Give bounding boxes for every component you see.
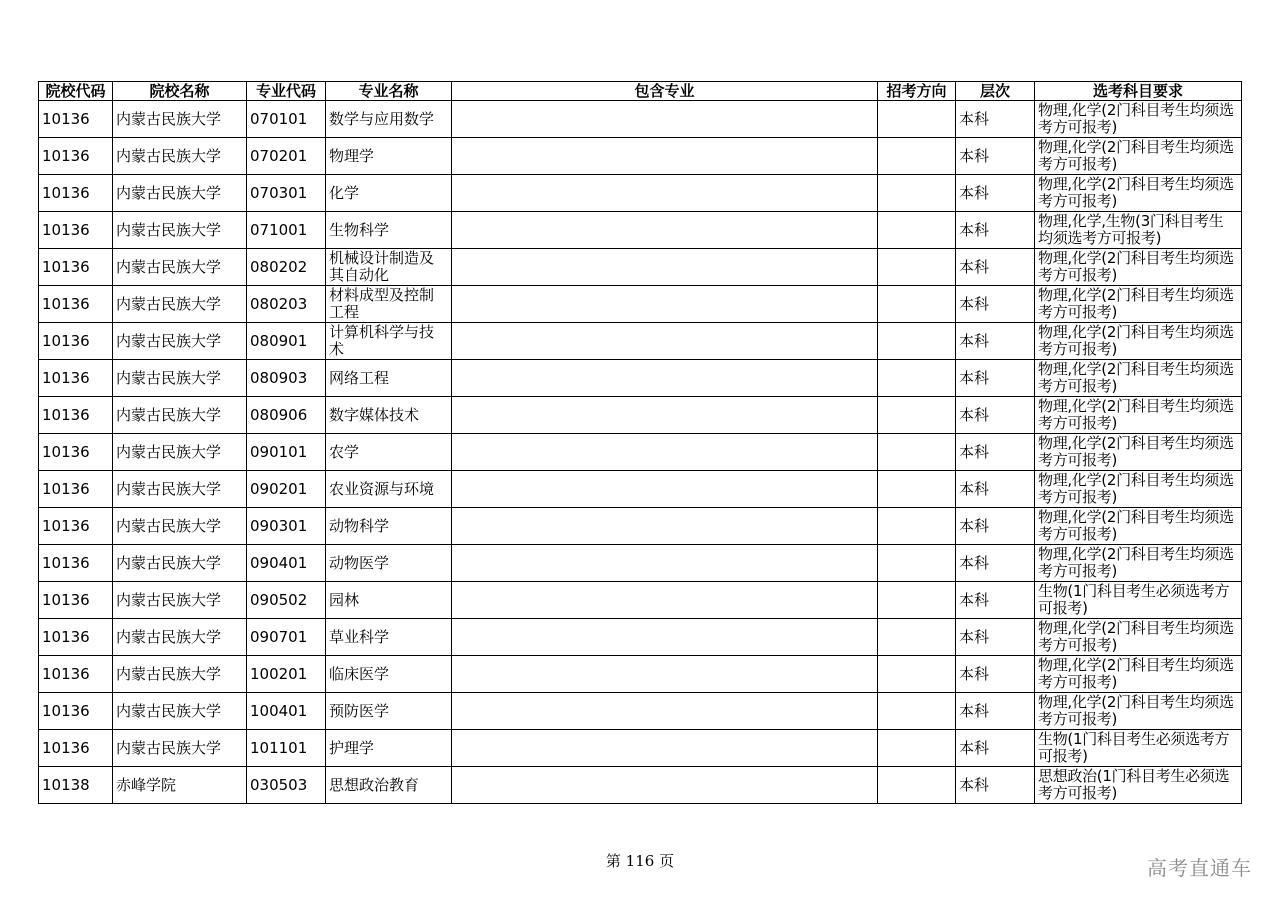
major-name-cell: 动物科学: [326, 508, 452, 545]
table-row: [39, 471, 1242, 508]
major-code-cell: 080903: [247, 360, 326, 397]
level-cell: 本科: [956, 101, 1035, 138]
header-subject-requirement: 选考科目要求: [1035, 82, 1242, 101]
major-code-cell: 080202: [247, 249, 326, 286]
major-name-cell: 物理学: [326, 138, 452, 175]
table-row: [39, 249, 1242, 286]
level-cell: 本科: [956, 656, 1035, 693]
subject-requirement-cell: 物理,化学(2门科目考生均须选考方可报考): [1035, 545, 1242, 582]
subject-requirement-cell: 物理,化学(2门科目考生均须选考方可报考): [1035, 471, 1242, 508]
subject-requirement-cell: 物理,化学(2门科目考生均须选考方可报考): [1035, 693, 1242, 730]
school-code-cell: 10136: [39, 656, 113, 693]
level-cell: 本科: [956, 249, 1035, 286]
included-majors-cell: [452, 582, 878, 619]
direction-cell: [878, 693, 956, 730]
direction-cell: [878, 508, 956, 545]
included-majors-cell: [452, 212, 878, 249]
major-code-cell: 070101: [247, 101, 326, 138]
school-name-cell: 赤峰学院: [113, 767, 247, 804]
table-header-row: [39, 82, 1242, 101]
subject-requirement-cell: 物理,化学(2门科目考生均须选考方可报考): [1035, 360, 1242, 397]
subject-requirement-cell: 物理,化学(2门科目考生均须选考方可报考): [1035, 175, 1242, 212]
subject-requirement-table: [38, 81, 1242, 804]
school-name-cell: 内蒙古民族大学: [113, 434, 247, 471]
school-name-cell: 内蒙古民族大学: [113, 471, 247, 508]
level-cell: 本科: [956, 286, 1035, 323]
level-cell: 本科: [956, 545, 1035, 582]
major-code-cell: 090301: [247, 508, 326, 545]
major-name-cell: 农学: [326, 434, 452, 471]
school-code-cell: 10136: [39, 249, 113, 286]
major-code-cell: 090701: [247, 619, 326, 656]
header-major-name: 专业名称: [326, 82, 452, 101]
level-cell: 本科: [956, 360, 1035, 397]
school-name-cell: 内蒙古民族大学: [113, 138, 247, 175]
level-cell: 本科: [956, 730, 1035, 767]
subject-requirement-cell: 物理,化学(2门科目考生均须选考方可报考): [1035, 508, 1242, 545]
major-name-cell: 护理学: [326, 730, 452, 767]
subject-requirement-cell: 物理,化学(2门科目考生均须选考方可报考): [1035, 397, 1242, 434]
table-row: [39, 767, 1242, 804]
major-name-cell: 计算机科学与技术: [326, 323, 452, 360]
watermark-text: 高考直通车: [1147, 856, 1252, 880]
included-majors-cell: [452, 323, 878, 360]
table-row: [39, 656, 1242, 693]
school-code-cell: 10136: [39, 582, 113, 619]
table-row: [39, 693, 1242, 730]
level-cell: 本科: [956, 693, 1035, 730]
major-code-cell: 100401: [247, 693, 326, 730]
level-cell: 本科: [956, 138, 1035, 175]
table-row: [39, 730, 1242, 767]
header-included-majors: 包含专业: [452, 82, 878, 101]
subject-requirement-cell: 物理,化学(2门科目考生均须选考方可报考): [1035, 138, 1242, 175]
school-code-cell: 10136: [39, 730, 113, 767]
table-row: [39, 360, 1242, 397]
school-code-cell: 10136: [39, 508, 113, 545]
included-majors-cell: [452, 767, 878, 804]
school-code-cell: 10136: [39, 471, 113, 508]
major-code-cell: 090502: [247, 582, 326, 619]
school-name-cell: 内蒙古民族大学: [113, 360, 247, 397]
school-name-cell: 内蒙古民族大学: [113, 323, 247, 360]
major-code-cell: 090201: [247, 471, 326, 508]
major-code-cell: 100201: [247, 656, 326, 693]
subject-requirement-cell: 物理,化学(2门科目考生均须选考方可报考): [1035, 323, 1242, 360]
included-majors-cell: [452, 360, 878, 397]
major-name-cell: 草业科学: [326, 619, 452, 656]
major-name-cell: 网络工程: [326, 360, 452, 397]
school-name-cell: 内蒙古民族大学: [113, 619, 247, 656]
major-code-cell: 080901: [247, 323, 326, 360]
subject-requirement-cell: 生物(1门科目考生必须选考方可报考): [1035, 730, 1242, 767]
included-majors-cell: [452, 545, 878, 582]
direction-cell: [878, 286, 956, 323]
major-name-cell: 临床医学: [326, 656, 452, 693]
school-name-cell: 内蒙古民族大学: [113, 212, 247, 249]
subject-requirement-cell: 物理,化学(2门科目考生均须选考方可报考): [1035, 249, 1242, 286]
table-row: [39, 286, 1242, 323]
level-cell: 本科: [956, 582, 1035, 619]
school-code-cell: 10136: [39, 101, 113, 138]
subject-requirement-cell: 思想政治(1门科目考生必须选考方可报考): [1035, 767, 1242, 804]
school-name-cell: 内蒙古民族大学: [113, 101, 247, 138]
direction-cell: [878, 545, 956, 582]
header-school-code: 院校代码: [39, 82, 113, 101]
direction-cell: [878, 730, 956, 767]
direction-cell: [878, 434, 956, 471]
school-name-cell: 内蒙古民族大学: [113, 730, 247, 767]
included-majors-cell: [452, 397, 878, 434]
direction-cell: [878, 212, 956, 249]
direction-cell: [878, 471, 956, 508]
included-majors-cell: [452, 508, 878, 545]
major-name-cell: 材料成型及控制工程: [326, 286, 452, 323]
school-code-cell: 10136: [39, 323, 113, 360]
school-name-cell: 内蒙古民族大学: [113, 397, 247, 434]
subject-requirement-cell: 物理,化学(2门科目考生均须选考方可报考): [1035, 434, 1242, 471]
school-name-cell: 内蒙古民族大学: [113, 286, 247, 323]
level-cell: 本科: [956, 767, 1035, 804]
level-cell: 本科: [956, 397, 1035, 434]
school-name-cell: 内蒙古民族大学: [113, 693, 247, 730]
subject-requirement-cell: 物理,化学,生物(3门科目考生均须选考方可报考): [1035, 212, 1242, 249]
school-code-cell: 10136: [39, 545, 113, 582]
table-row: [39, 101, 1242, 138]
school-code-cell: 10136: [39, 138, 113, 175]
table-row: [39, 508, 1242, 545]
included-majors-cell: [452, 619, 878, 656]
direction-cell: [878, 656, 956, 693]
included-majors-cell: [452, 434, 878, 471]
direction-cell: [878, 397, 956, 434]
major-code-cell: 080906: [247, 397, 326, 434]
direction-cell: [878, 360, 956, 397]
major-code-cell: 090401: [247, 545, 326, 582]
subject-requirement-cell: 物理,化学(2门科目考生均须选考方可报考): [1035, 101, 1242, 138]
major-name-cell: 预防医学: [326, 693, 452, 730]
header-direction: 招考方向: [878, 82, 956, 101]
major-name-cell: 生物科学: [326, 212, 452, 249]
level-cell: 本科: [956, 619, 1035, 656]
direction-cell: [878, 138, 956, 175]
school-code-cell: 10136: [39, 286, 113, 323]
subject-requirement-cell: 物理,化学(2门科目考生均须选考方可报考): [1035, 619, 1242, 656]
table-row: [39, 619, 1242, 656]
major-name-cell: 数学与应用数学: [326, 101, 452, 138]
included-majors-cell: [452, 101, 878, 138]
direction-cell: [878, 767, 956, 804]
included-majors-cell: [452, 175, 878, 212]
major-code-cell: 090101: [247, 434, 326, 471]
level-cell: 本科: [956, 175, 1035, 212]
school-code-cell: 10136: [39, 360, 113, 397]
level-cell: 本科: [956, 434, 1035, 471]
header-level: 层次: [956, 82, 1035, 101]
major-name-cell: 数字媒体技术: [326, 397, 452, 434]
table-row: [39, 545, 1242, 582]
major-code-cell: 080203: [247, 286, 326, 323]
major-name-cell: 农业资源与环境: [326, 471, 452, 508]
included-majors-cell: [452, 249, 878, 286]
table-row: [39, 138, 1242, 175]
included-majors-cell: [452, 286, 878, 323]
header-major-code: 专业代码: [247, 82, 326, 101]
major-name-cell: 机械设计制造及其自动化: [326, 249, 452, 286]
major-name-cell: 思想政治教育: [326, 767, 452, 804]
school-name-cell: 内蒙古民族大学: [113, 508, 247, 545]
direction-cell: [878, 323, 956, 360]
major-code-cell: 071001: [247, 212, 326, 249]
level-cell: 本科: [956, 508, 1035, 545]
school-name-cell: 内蒙古民族大学: [113, 545, 247, 582]
direction-cell: [878, 101, 956, 138]
header-school-name: 院校名称: [113, 82, 247, 101]
direction-cell: [878, 249, 956, 286]
school-code-cell: 10136: [39, 434, 113, 471]
page-number: 第 116 页: [605, 852, 675, 870]
major-name-cell: 园林: [326, 582, 452, 619]
school-code-cell: 10138: [39, 767, 113, 804]
included-majors-cell: [452, 693, 878, 730]
school-code-cell: 10136: [39, 212, 113, 249]
table-row: [39, 397, 1242, 434]
included-majors-cell: [452, 730, 878, 767]
included-majors-cell: [452, 656, 878, 693]
major-code-cell: 030503: [247, 767, 326, 804]
included-majors-cell: [452, 471, 878, 508]
school-name-cell: 内蒙古民族大学: [113, 656, 247, 693]
school-code-cell: 10136: [39, 693, 113, 730]
direction-cell: [878, 582, 956, 619]
major-code-cell: 070201: [247, 138, 326, 175]
school-code-cell: 10136: [39, 397, 113, 434]
major-code-cell: 070301: [247, 175, 326, 212]
table-row: [39, 175, 1242, 212]
school-code-cell: 10136: [39, 175, 113, 212]
direction-cell: [878, 619, 956, 656]
school-name-cell: 内蒙古民族大学: [113, 175, 247, 212]
level-cell: 本科: [956, 471, 1035, 508]
major-code-cell: 101101: [247, 730, 326, 767]
subject-requirement-cell: 物理,化学(2门科目考生均须选考方可报考): [1035, 286, 1242, 323]
subject-requirement-cell: 生物(1门科目考生必须选考方可报考): [1035, 582, 1242, 619]
school-name-cell: 内蒙古民族大学: [113, 582, 247, 619]
level-cell: 本科: [956, 323, 1035, 360]
direction-cell: [878, 175, 956, 212]
table-row: [39, 323, 1242, 360]
table-row: [39, 212, 1242, 249]
level-cell: 本科: [956, 212, 1035, 249]
subject-requirement-cell: 物理,化学(2门科目考生均须选考方可报考): [1035, 656, 1242, 693]
table-body: [39, 101, 1242, 804]
table-row: [39, 582, 1242, 619]
included-majors-cell: [452, 138, 878, 175]
major-name-cell: 化学: [326, 175, 452, 212]
table-row: [39, 434, 1242, 471]
school-name-cell: 内蒙古民族大学: [113, 249, 247, 286]
school-code-cell: 10136: [39, 619, 113, 656]
major-name-cell: 动物医学: [326, 545, 452, 582]
